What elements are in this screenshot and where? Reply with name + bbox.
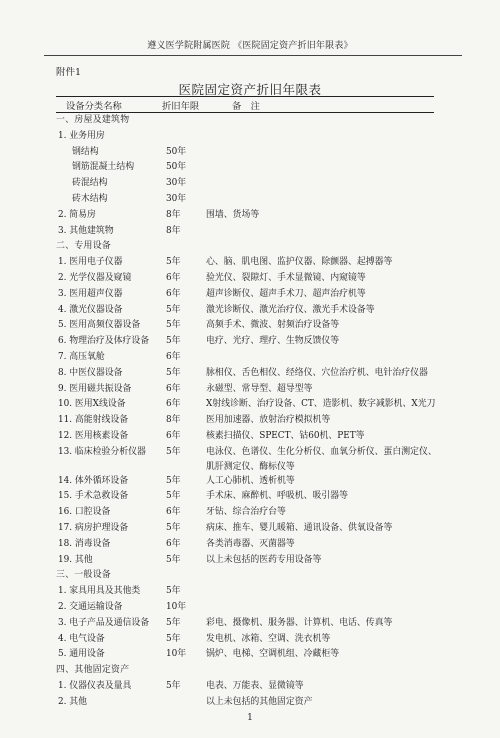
table-row xyxy=(0,521,500,537)
category-name: 2. 光学仪器及窥镜 xyxy=(58,272,132,283)
table-row xyxy=(0,632,500,648)
depreciation-years: 5年 xyxy=(166,633,181,644)
category-name: 10. 医用X线设备 xyxy=(58,399,126,410)
notes: 发电机、冰箱、空调、洗衣机等 xyxy=(206,633,331,644)
table-row xyxy=(0,505,500,521)
notes: 手术床、麻醉机、呼吸机、吸引器等 xyxy=(206,491,348,502)
table-row xyxy=(0,489,500,505)
depreciation-years: 8年 xyxy=(166,209,181,220)
column-header-category: 设备分类名称 xyxy=(66,101,122,112)
depreciation-years: 6年 xyxy=(166,288,181,299)
depreciation-years: 5年 xyxy=(166,304,181,315)
table-row xyxy=(0,208,500,224)
depreciation-years: 5年 xyxy=(166,554,181,565)
category-name: 5. 医用高频仪器设备 xyxy=(58,320,141,331)
document-title: 医院固定资产折旧年限表 xyxy=(178,82,322,97)
depreciation-years: 10年 xyxy=(166,649,187,660)
table-row xyxy=(0,334,500,350)
section-heading-row xyxy=(0,568,500,584)
notes: 围墙、货场等 xyxy=(206,209,260,220)
category-name: 钢结构 xyxy=(72,146,99,157)
table-top-rule xyxy=(56,96,434,97)
table-row xyxy=(0,176,500,192)
depreciation-years: 5年 xyxy=(166,680,181,691)
table-row xyxy=(0,537,500,553)
notes: 心、脑、肌电图、监护仪器、除颤器、起搏器等 xyxy=(206,257,393,268)
table-row xyxy=(0,647,500,663)
category-name: 1. 家具用具及其他类 xyxy=(58,586,141,597)
category-name: 2. 简易房 xyxy=(58,209,96,220)
section-heading-row xyxy=(0,113,500,129)
notes: 超声诊断仪、超声手术刀、超声治疗机等 xyxy=(206,288,366,299)
category-name: 6. 物理治疗及体疗设备 xyxy=(58,336,150,347)
notes: 核素扫描仪、SPECT、钴60机、PET等 xyxy=(206,430,365,441)
depreciation-years: 30年 xyxy=(166,178,187,189)
table-row xyxy=(0,445,500,461)
category-name: 11. 高能射线设备 xyxy=(58,415,129,426)
category-name: 17. 病房护理设备 xyxy=(58,522,129,533)
depreciation-years: 10年 xyxy=(166,601,187,612)
depreciation-years: 5年 xyxy=(166,446,181,457)
table-row xyxy=(0,303,500,319)
category-name: 三、一般设备 xyxy=(56,570,112,581)
depreciation-years: 5年 xyxy=(166,586,181,597)
table-row xyxy=(0,192,500,208)
notes: 以上未包括的医药专用设备等 xyxy=(206,554,322,565)
category-name: 3. 医用超声仪器 xyxy=(58,288,123,299)
table-row-continuation xyxy=(0,461,500,474)
notes: 脉相仪、舌色相仪、经络仪、穴位治疗机、电针治疗仪器 xyxy=(206,367,428,378)
notes: 验光仪、裂隙灯、手术显微镜、内窥镜等 xyxy=(206,272,366,283)
category-name: 砖混结构 xyxy=(72,178,108,189)
category-name: 一、房屋及建筑物 xyxy=(56,115,130,125)
table-row xyxy=(0,350,500,366)
section-heading-row xyxy=(0,663,500,679)
depreciation-years: 5年 xyxy=(166,320,181,331)
section-heading-row xyxy=(0,239,500,255)
table-row xyxy=(0,600,500,616)
table-row xyxy=(0,679,500,695)
notes: 病床、推车、婴儿暖箱、通讯设备、供氧设备等 xyxy=(206,522,393,533)
notes: X射线诊断、治疗设备、CT、造影机、数字减影机、X光刀 xyxy=(206,399,436,410)
depreciation-years: 6年 xyxy=(166,507,181,518)
depreciation-years: 5年 xyxy=(166,475,181,486)
category-name: 1. 仪器仪表及量具 xyxy=(58,680,132,691)
notes: 电泳仪、色谱仪、生化分析仪、血氧分析仪、蛋白测定仪、 xyxy=(206,446,437,457)
category-name: 18. 消毒设备 xyxy=(58,538,111,549)
category-name: 16. 口腔设备 xyxy=(58,507,111,518)
category-name: 14. 体外循环设备 xyxy=(58,475,129,486)
table-header-row xyxy=(0,98,500,112)
table-row xyxy=(0,129,500,145)
table-row xyxy=(0,287,500,303)
notes: 彩电、摄像机、服务器、计算机、电话、传真等 xyxy=(206,617,393,628)
depreciation-years: 6年 xyxy=(166,399,181,410)
depreciation-years: 50年 xyxy=(166,162,187,173)
notes: 医用加速器、放射治疗模拟机等 xyxy=(206,415,331,426)
depreciation-years: 6年 xyxy=(166,351,181,362)
notes: 人工心肺机、透析机等 xyxy=(206,475,295,486)
table-row xyxy=(0,397,500,413)
depreciation-years: 6年 xyxy=(166,538,181,549)
table-row xyxy=(0,255,500,271)
notes: 以上未包括的其他固定资产 xyxy=(206,696,313,707)
notes: 锅炉、电梯、空调机组、冷藏柜等 xyxy=(206,649,340,660)
category-name: 8. 中医仪器设备 xyxy=(58,367,123,378)
column-header-years: 折旧年限 xyxy=(162,101,200,112)
running-header: 遵义医学院附属医院 《医院固定资产折旧年限表》 xyxy=(147,41,353,51)
page-number: 1 xyxy=(247,713,253,723)
category-name: 5. 通用设备 xyxy=(58,649,105,660)
category-name: 4. 激光仪器设备 xyxy=(58,304,123,315)
table-row xyxy=(0,695,500,711)
table-row xyxy=(0,366,500,382)
depreciation-years: 50年 xyxy=(166,146,187,157)
category-name: 7. 高压氧舱 xyxy=(58,351,105,362)
category-name: 2. 交通运输设备 xyxy=(58,601,123,612)
table-row xyxy=(0,429,500,445)
depreciation-years: 8年 xyxy=(166,225,181,236)
notes: 电表、万能表、显微镜等 xyxy=(206,680,304,691)
depreciation-years: 5年 xyxy=(166,491,181,502)
category-name: 二、专用设备 xyxy=(56,241,112,252)
table-row xyxy=(0,224,500,240)
header-rule xyxy=(44,55,462,56)
depreciation-years: 5年 xyxy=(166,336,181,347)
category-name: 3. 其他建筑物 xyxy=(58,225,114,236)
category-name: 四、其他固定资产 xyxy=(56,665,130,676)
table-row xyxy=(0,616,500,632)
depreciation-years: 30年 xyxy=(166,193,187,204)
category-name: 9. 医用磁共振设备 xyxy=(58,383,132,394)
depreciation-years: 5年 xyxy=(166,367,181,378)
depreciation-years: 8年 xyxy=(166,415,181,426)
category-name: 1. 医用电子仪器 xyxy=(58,257,123,268)
notes: 电疗、光疗、理疗、生物反馈仪等 xyxy=(206,336,340,347)
category-name: 钢筋混凝土结构 xyxy=(72,162,135,173)
depreciation-years: 5年 xyxy=(166,617,181,628)
notes: 永磁型、常导型、超导型等 xyxy=(206,383,313,394)
category-name: 3. 电子产品及通信设备 xyxy=(58,617,150,628)
depreciation-table-body xyxy=(0,113,500,710)
table-row xyxy=(0,271,500,287)
depreciation-years: 5年 xyxy=(166,522,181,533)
notes: 激光诊断仪、激光治疗仪、激光手术设备等 xyxy=(206,304,375,315)
depreciation-years: 5年 xyxy=(166,257,181,268)
table-row xyxy=(0,160,500,176)
notes: 肌肝测定仪、酶标仪等 xyxy=(206,461,295,472)
category-name: 砖木结构 xyxy=(72,193,108,204)
category-name: 4. 电气设备 xyxy=(58,633,105,644)
depreciation-years: 6年 xyxy=(166,272,181,283)
table-row xyxy=(0,584,500,600)
depreciation-years: 6年 xyxy=(166,383,181,394)
category-name: 13. 临床检验分析仪器 xyxy=(58,446,146,457)
category-name: 15. 手术急救设备 xyxy=(58,491,129,502)
notes: 高频手术、微波、射频治疗设备等 xyxy=(206,320,340,331)
table-row xyxy=(0,382,500,398)
category-name: 12. 医用核素设备 xyxy=(58,430,129,441)
table-row xyxy=(0,145,500,161)
category-name: 1. 业务用房 xyxy=(58,130,105,141)
table-row xyxy=(0,318,500,334)
column-header-notes: 备 注 xyxy=(232,101,260,112)
table-row xyxy=(0,413,500,429)
table-row xyxy=(0,553,500,569)
notes: 各类消毒器、灭菌器等 xyxy=(206,538,295,549)
category-name: 2. 其他 xyxy=(58,696,88,707)
table-row xyxy=(0,474,500,490)
attachment-label: 附件1 xyxy=(56,67,82,78)
notes: 牙钻、综合治疗台等 xyxy=(206,507,286,518)
depreciation-years: 6年 xyxy=(166,430,181,441)
category-name: 19. 其他 xyxy=(58,554,93,565)
